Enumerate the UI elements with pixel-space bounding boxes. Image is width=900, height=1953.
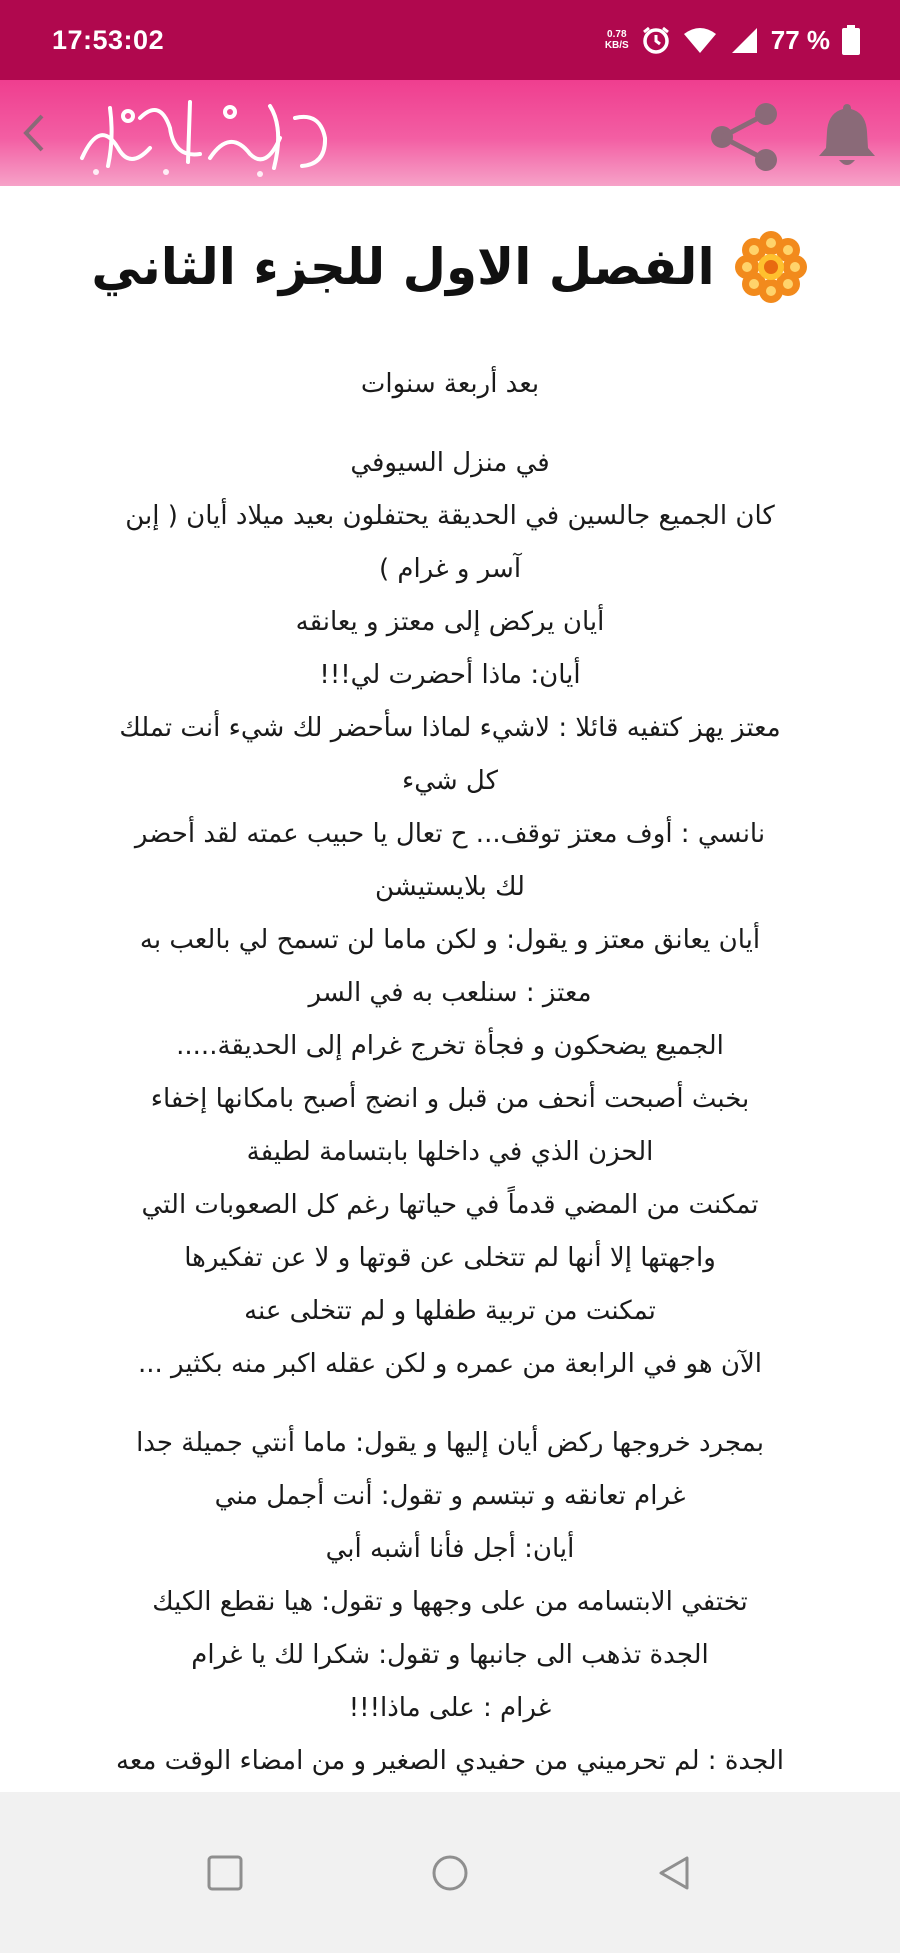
story-line: الجدة : لم تحرميني من حفيدي الصغير و من امضاء الوقت معه: [115, 1746, 785, 1776]
flower-icon: [733, 229, 809, 305]
chapter-title-text: الفصل الاول للجزء الثاني: [91, 238, 715, 296]
story-line: تختفي الابتسامه من على وجهها و تقول: هيا نقطع الكيك: [152, 1587, 748, 1617]
story-text: [30, 358, 870, 1788]
speed-icon: [605, 29, 629, 51]
story-line: غرام : على ماذا!!!: [348, 1693, 552, 1723]
status-bar: [0, 0, 900, 80]
recents-square-icon[interactable]: [205, 1853, 245, 1893]
net-speed-unit: KB/S: [604, 40, 629, 51]
status-time: 17:53:02: [52, 24, 165, 55]
story-line: الجميع يضحكون و فجأة تخرج غرام إلى الحديقة.....: [176, 1031, 724, 1061]
story-line: الحزن الذي في داخلها بابتسامة لطيفة: [246, 1137, 654, 1167]
story-line: بعد أربعة سنوات: [360, 369, 540, 399]
battery-percent: 77 %: [770, 24, 830, 55]
home-circle-icon[interactable]: [430, 1853, 470, 1893]
story-line: أيان يعانق معتز و يقول: و لكن ماما لن تسمح لي بالعب به: [139, 925, 761, 955]
story-line: نانسي : أوف معتز توقف... ح تعال يا حبيب عمته لقد أحضر: [134, 819, 766, 849]
net-speed-value: 0.78: [607, 29, 627, 40]
share-icon[interactable]: [706, 102, 782, 172]
story-line: في منزل السيوفي: [350, 448, 550, 478]
back-triangle-icon[interactable]: [655, 1853, 695, 1893]
story-line: كل شيء: [401, 766, 498, 796]
story-line: معتز : سنلعب به في السر: [308, 978, 592, 1008]
bell-icon[interactable]: [812, 100, 882, 170]
story-content[interactable]: [0, 186, 900, 1792]
alarm-icon: [641, 25, 671, 55]
story-line: بمجرد خروجها ركض أيان إليها و يقول: ماما أنتي جميلة جدا: [136, 1428, 764, 1458]
app-bar: [0, 80, 900, 186]
signal-icon: [729, 26, 759, 54]
story-line: معتز يهز كتفيه قائلا : لاشيء لماذا سأحضر لك شيء أنت تملك: [119, 713, 781, 743]
story-line: أيان يركض إلى معتز و يعانقه: [295, 607, 605, 637]
paragraph-gap: [30, 411, 870, 437]
story-line: واجهتها إلا أنها لم تتخلى عن قوتها و لا عن تفكيرها: [184, 1243, 716, 1273]
story-line: كان الجميع جالسين في الحديقة يحتفلون بعيد ميلاد أيان ( إبن: [125, 501, 775, 531]
battery-icon: [842, 25, 860, 55]
story-line: تمكنت من تربية طفلها و لم تتخلى عنه: [244, 1296, 656, 1326]
story-line: أيان: أجل فأنا أشبه أبي: [325, 1534, 575, 1564]
story-line: تمكنت من المضي قدماً في حياتها رغم كل الصعوبات التي: [141, 1190, 759, 1220]
story-line: الجدة تذهب الى جانبها و تقول: شكرا لك يا غرام: [191, 1640, 709, 1670]
chapter-title: [0, 222, 900, 312]
logo-calligraphy: [70, 88, 340, 180]
story-line: بخبث أصبحت أنحف من قبل و انضج أصبح بامكانها إخفاء: [150, 1084, 750, 1114]
story-line: الآن هو في الرابعة من عمره و لكن عقله اكبر منه بكثير ...: [138, 1349, 762, 1379]
wifi-icon: [683, 26, 717, 54]
story-line: لك بلايستيشن: [375, 872, 525, 902]
story-line: غرام تعانقه و تبتسم و تقول: أنت أجمل مني: [214, 1481, 686, 1511]
system-nav-bar: [0, 1792, 900, 1953]
status-icons: [605, 25, 860, 56]
story-line: أيان: ماذا أحضرت لي!!!: [319, 660, 581, 690]
story-line: آسر و غرام ): [378, 554, 522, 584]
paragraph-gap: [30, 1391, 870, 1417]
back-icon[interactable]: [12, 108, 56, 158]
